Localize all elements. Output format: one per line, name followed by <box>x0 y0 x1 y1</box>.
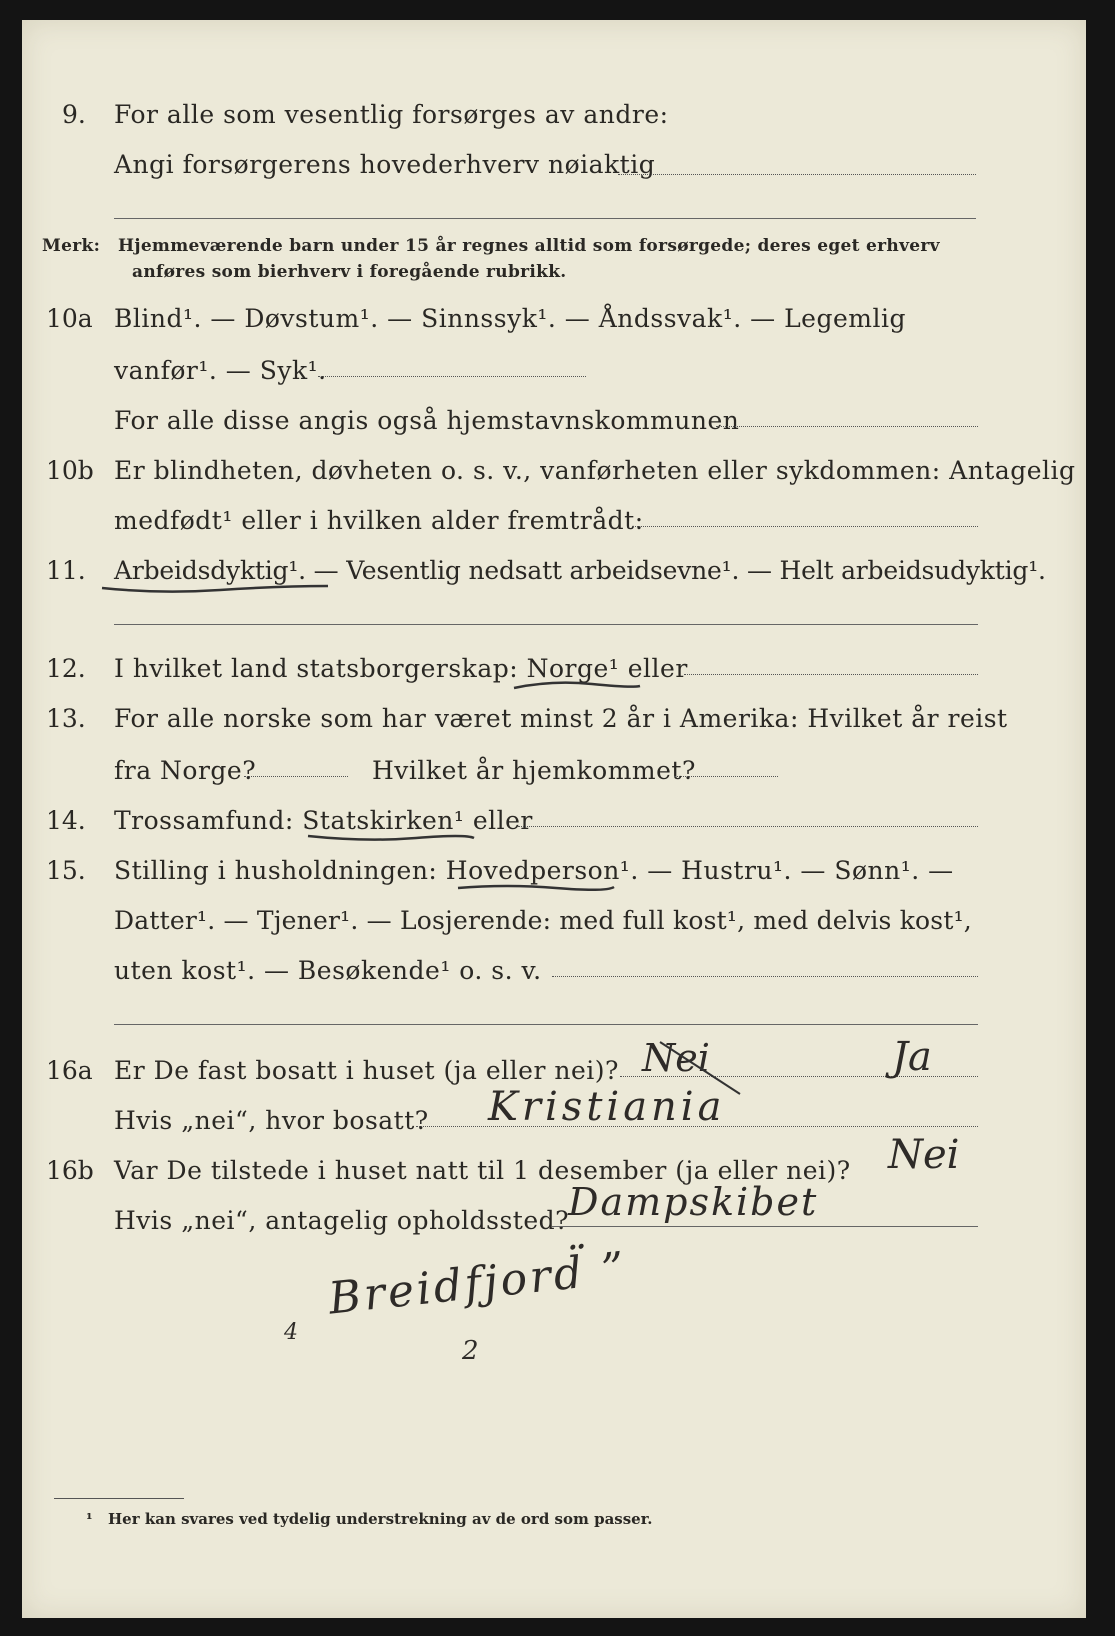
q9-answer-line-2[interactable] <box>114 218 976 219</box>
q14-answer-line[interactable] <box>518 826 978 827</box>
q11-answer-line[interactable] <box>114 624 978 625</box>
q10a-number: 10a <box>46 304 93 333</box>
q15-answer-line-2[interactable] <box>114 1024 978 1025</box>
q14-number: 14. <box>46 806 86 835</box>
merk-line2: anføres som bierhverv i foregående rubrikk. <box>132 262 567 282</box>
q14-line1: Trossamfund: Statskirken¹ eller <box>114 806 533 835</box>
footnote-rule <box>54 1498 184 1499</box>
q15-underline-mark <box>456 882 616 894</box>
q13-number: 13. <box>46 704 86 733</box>
census-form-page <box>22 20 1086 1618</box>
q12-number: 12. <box>46 654 86 683</box>
q16a-line1: Er De fast bosatt i huset (ja eller nei)? <box>114 1056 619 1085</box>
q14-underline-mark <box>306 832 476 844</box>
merk-line1: Hjemmeværende barn under 15 år regnes alltid som forsørgede; deres eget erhverv <box>118 236 940 256</box>
q10b-number: 10b <box>46 456 94 485</box>
q12-line1: I hvilket land statsborgerskap: Norge¹ eller <box>114 654 688 683</box>
footnote-text: Her kan svares ved tydelig understrekning av de ord som passer. <box>108 1510 653 1528</box>
q10b-answer-line[interactable] <box>632 526 978 527</box>
q15-line2: Datter¹. — Tjener¹. — Losjerende: med full kost¹, med delvis kost¹, <box>114 906 972 935</box>
q9-number: 9. <box>62 100 86 129</box>
q15-line1: Stilling i husholdningen: Hovedperson¹. — Hustru¹. — Sønn¹. — <box>114 856 954 885</box>
q10a-line3: For alle disse angis også hjemstavnskommunen <box>114 406 740 435</box>
q10a-line1: Blind¹. — Døvstum¹. — Sinnssyk¹. — Åndssvak¹. — Legemlig <box>114 304 906 333</box>
q10a-line2: vanfør¹. — Syk¹. <box>114 356 327 385</box>
q9-line1: For alle som vesentlig forsørges av andre: <box>114 100 669 129</box>
q10b-line2: medfødt¹ eller i hvilken alder fremtrådt: <box>114 506 644 535</box>
q15-number: 15. <box>46 856 86 885</box>
footnote-marker: ¹ <box>86 1510 93 1528</box>
q16b-handwritten-place-2: Breidfjord̈ ” <box>326 1242 630 1325</box>
q11-underline-mark <box>100 582 330 596</box>
q11-number: 11. <box>46 556 86 585</box>
q16a-handwritten-place: Kristiania <box>488 1084 726 1130</box>
q9-answer-line[interactable] <box>618 174 976 175</box>
q16b-line2: Hvis „nei“, antagelig opholdssted? <box>114 1206 570 1235</box>
q15-answer-line[interactable] <box>552 976 978 977</box>
q10a-home-line[interactable] <box>716 426 978 427</box>
q10b-line1: Er blindheten, døvheten o. s. v., vanførheten eller sykdommen: Antagelig <box>114 456 1076 485</box>
q15-line3: uten kost¹. — Besøkende¹ o. s. v. <box>114 956 542 985</box>
q16b-handwritten-mark-2: 2 <box>462 1336 479 1366</box>
q16b-handwritten-mark-1: 4 <box>284 1320 298 1345</box>
q13-line2b: Hvilket år hjemkommet? <box>372 756 696 785</box>
q9-line2: Angi forsørgerens hovederhverv nøiaktig <box>114 150 656 179</box>
q16b-handwritten-place: Dampskibet <box>568 1180 819 1224</box>
merk-label: Merk: <box>42 236 101 256</box>
q16b-handwritten-answer: Nei <box>888 1132 960 1178</box>
q12-underline-mark <box>512 680 642 692</box>
q12-answer-line[interactable] <box>684 674 978 675</box>
q13-hjem-line[interactable] <box>674 776 778 777</box>
q16a-number: 16a <box>46 1056 93 1085</box>
q16a-line2: Hvis „nei“, hvor bosatt? <box>114 1106 429 1135</box>
q16b-line1: Var De tilstede i huset natt til 1 desember (ja eller nei)? <box>114 1156 851 1185</box>
q13-line1: For alle norske som har været minst 2 år i Amerika: Hvilket år reist <box>114 704 1008 733</box>
q16a-handwritten-answer: Ja <box>892 1034 932 1080</box>
q11-line1: Arbeidsdyktig¹. — Vesentlig nedsatt arbeidsevne¹. — Helt arbeidsudyktig¹. <box>114 556 1046 585</box>
q13-line2a: fra Norge? <box>114 756 257 785</box>
q16a-struck-answer: Nei <box>642 1036 710 1080</box>
q10a-answer-line[interactable] <box>318 376 586 377</box>
q16b-number: 16b <box>46 1156 94 1185</box>
q13-reist-line[interactable] <box>244 776 348 777</box>
q16b-place-line[interactable] <box>552 1226 978 1227</box>
